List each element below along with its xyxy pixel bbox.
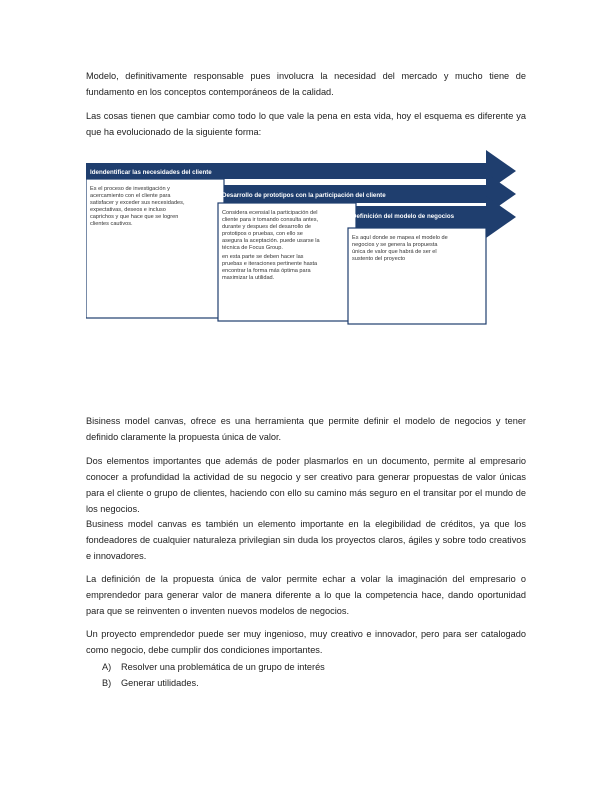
stage-1-line: caprichos y que hace que se logren bbox=[90, 214, 179, 220]
stage-2-line: durante y despues del desarrollo de bbox=[222, 224, 311, 230]
paragraph-7: Un proyecto emprendedor puede ser muy ingenioso, muy creativo e innovador, pero para ser catalogado como negocio, debe cumplir dos condiciones importantes. bbox=[86, 629, 526, 655]
stage-2-line: cliente para ir tomando consulta antes, bbox=[222, 217, 319, 223]
stage-1-line: satisfacer y exceder sus necesidades, bbox=[90, 200, 185, 206]
stage-title-3: Definición del modelo de negocios bbox=[352, 213, 455, 220]
stage-3-line: negocios y se genera la propuesta bbox=[352, 242, 438, 248]
stage-2-line: prototipos o pruebas, con ello se bbox=[222, 231, 303, 237]
stage-1-line: clientes cautivos. bbox=[90, 221, 133, 227]
paragraph-2: Las cosas tienen que cambiar como todo lo que vale la pena en esta vida, hoy el esquema es diferente ya que ha evolucionado de la siguiente forma: bbox=[86, 111, 526, 137]
stage-2-line: encontrar la forma más óptima para bbox=[222, 268, 311, 274]
list-item bbox=[102, 675, 325, 691]
paragraph-1: Modelo, definitivamente responsable pues involucra la necesidad del mercado y mucho tiene de fundamento en los conceptos contemporáneos de la calidad. bbox=[86, 71, 526, 97]
paragraph-4: Dos elementos importantes que además de poder plasmarlos en un documento, permite al empresario conocer a profundidad la actividad de su negocio y ser creativo para generar propuestas de valor únicas para el cliente o grupo de clientes, haciendo con ello su camino más seguro en el transitar por el mundo de los negocios. bbox=[86, 456, 526, 514]
stage-title-2: Desarrollo de prototipos con la participación del cliente bbox=[222, 192, 386, 199]
stage-1-line: acercamiento con el cliente para bbox=[90, 193, 171, 199]
stage-title-1: Idendentificar las necesidades del cliente bbox=[90, 169, 212, 176]
list-item bbox=[102, 659, 325, 675]
stage-2-line: técnica de Focus Group. bbox=[222, 245, 283, 251]
stage-3-line: sustento del proyecto bbox=[352, 256, 406, 262]
stage-3-line: Es aquí donde se mapea el modelo de bbox=[352, 235, 448, 241]
stage-2-line: pruebas e iteraciones pertinente hasta bbox=[222, 261, 318, 267]
stage-2-line: asegura la aceptación. puede usarse la bbox=[222, 238, 320, 244]
stage-1-line: expectativas, deseos e incluso bbox=[90, 207, 166, 213]
paragraph-5: Business model canvas es también un elemento importante en la elegibilidad de créditos, ya que los fondeadores de cualquier naturaleza privilegian sin duda los proyectos claros, ágiles y sobre todo creativos e innovadores. bbox=[86, 519, 526, 561]
stage-2-line: en esta parte se deben hacer las bbox=[222, 254, 304, 260]
paragraph-6: La definición de la propuesta única de valor permite echar a volar la imaginación del empresario o emprendedor para generar valor de manera diferente a lo que la competencia hace, dando oportunidad para que se reinventen o inventen nuevos modelos de negocios. bbox=[86, 574, 526, 616]
process-diagram bbox=[86, 148, 522, 326]
list-marker: A) bbox=[102, 662, 112, 672]
stage-2-line: Considera ecensial la participación del bbox=[222, 210, 318, 216]
list-item-text: Generar utilidades. bbox=[121, 678, 199, 688]
stage-1-line: Es el proceso de investigación y bbox=[90, 186, 170, 192]
stage-3-line: única de valor que habrá de ser el bbox=[352, 249, 437, 255]
paragraph-3: Bisiness model canvas, ofrece es una herramienta que permite definir el modelo de negocios y tener definido claramente la propuesta única de valor. bbox=[86, 416, 526, 442]
stage-2-line: maximizar la utilidad. bbox=[222, 275, 275, 281]
list-marker: B) bbox=[102, 678, 112, 688]
conditions-list bbox=[102, 659, 325, 691]
list-item-text: Resolver una problemática de un grupo de interés bbox=[121, 662, 325, 672]
